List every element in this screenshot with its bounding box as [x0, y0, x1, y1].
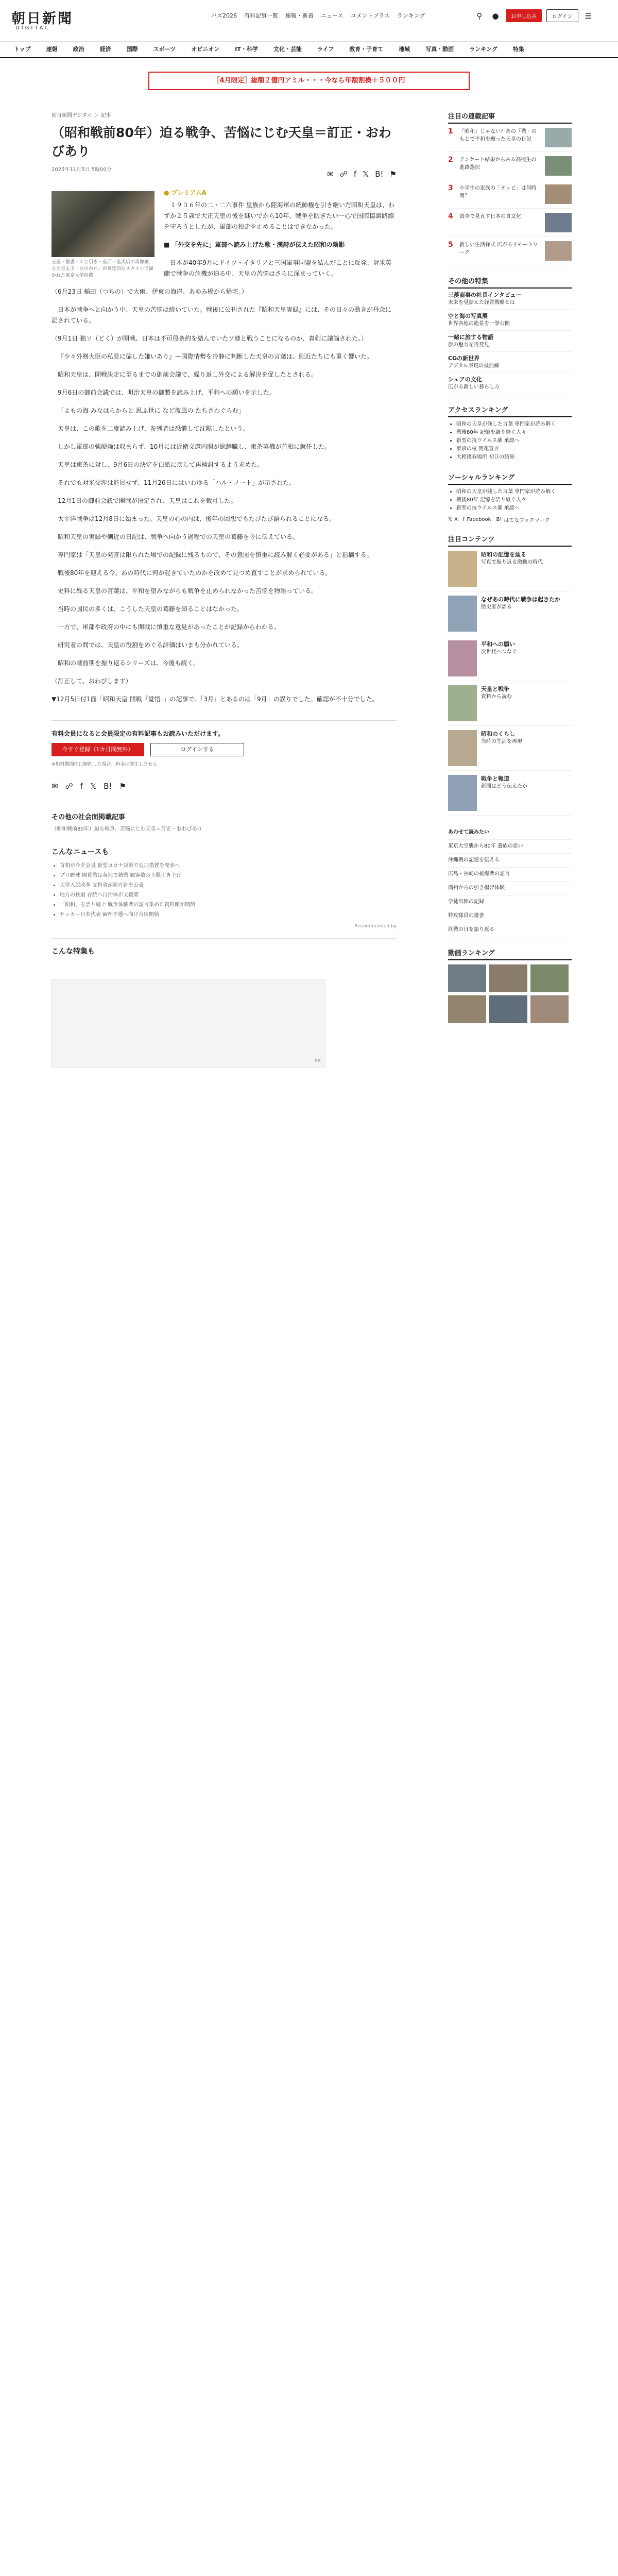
more-reads-item[interactable]: 特攻隊員の遺書	[448, 909, 572, 923]
social-ranking-box	[448, 472, 572, 523]
paywall-subscribe-button[interactable]: 今すぐ登録（1カ月間無料）	[52, 743, 144, 756]
recommend-label: Recommended by	[354, 924, 397, 929]
ranking-item[interactable]: 1 「昭和」じゃない？あの「戦」のもとで平和を願った天皇の日記	[448, 124, 572, 152]
more-reads-item[interactable]: 満州からの引き揚げ体験	[448, 882, 572, 895]
article-paragraph: 天皇は東条に対し、9月6日の決定を白紙に戻して再検討するよう求めた。	[58, 461, 264, 468]
copy-link-icon[interactable]: ☍	[339, 170, 348, 179]
ad-label: PR	[315, 1059, 321, 1064]
social-tabs	[448, 516, 572, 523]
pick-item[interactable]: • 大学入試改革 文科省が新方針を公表	[60, 880, 397, 890]
category-tab[interactable]: トップ	[14, 46, 31, 53]
top-nav	[211, 11, 425, 20]
article-paragraph: それでも対米交渉は進展せず、11月26日にはいわゆる「ハル・ノート」が示された。	[58, 479, 296, 486]
article-paragraph: 当時の国民の多くは、こうした天皇の葛藤を知ることはなかった。	[58, 605, 244, 613]
category-tab[interactable]: 教育・子育て	[349, 46, 384, 53]
category-tab[interactable]: 政治	[73, 46, 84, 53]
video-ranking-title: 動画ランキング	[448, 947, 572, 960]
article-paragraph: 史料に残る天皇の言葉は、平和を望みながらも戦争を止められなかった苦悩を物語っている。	[58, 587, 318, 595]
featured-item[interactable]: 昭和の記憶を辿る 写真で振り返る激動の時代	[448, 547, 572, 591]
article-paragraph: 昭和の戦前期を振り返るシリーズは、今後も続く。	[58, 659, 200, 667]
article-date: 2025年11月5日 5時00分	[52, 167, 112, 173]
video-thumbnail[interactable]	[489, 964, 527, 992]
special-item[interactable]: シェアの文化 広がる新しい暮らし方	[448, 373, 572, 394]
more-reads-item[interactable]: 広島・長崎の被爆者の証言	[448, 868, 572, 882]
category-tab[interactable]: IT・科学	[235, 46, 258, 53]
hatena-icon: B!	[496, 517, 502, 522]
featured-content-title: 注目コンテンツ	[448, 534, 572, 547]
site-logo-sub: DIGITAL	[15, 25, 50, 31]
ranking-box	[448, 111, 572, 265]
article-paragraph: 9月6日の御前会議では、明治天皇の御製を読み上げ、平和への願いを示した。	[58, 389, 276, 396]
paywall-buttons	[52, 743, 397, 756]
article-paragraph: 専門家は「天皇の発言は限られた場での記録に残るもので、その意図を慎重に読み解く必要がある」と指摘する。	[58, 551, 373, 558]
article-paragraph: 「よもの海 みなはらからと 思ふ世に など波風の たちさわぐらむ」	[58, 407, 245, 414]
other-articles-title: その他の社会面掲載記事	[52, 814, 126, 821]
topnav-item[interactable]: コメントプラス	[350, 12, 390, 19]
article-paragraph: （6月23日 稲田（つちの）で大雨、伊東の海岸、あゆみ橋から帰宅。）	[52, 288, 248, 295]
article-main	[52, 111, 397, 1067]
related-link[interactable]: ■ 「外交を先に」軍部へ読み上げた歌・漢詩が伝えた昭和の陰影	[164, 241, 345, 248]
picks-list	[52, 861, 397, 929]
video-thumbnail[interactable]	[530, 964, 569, 992]
topnav-item[interactable]: 速報・新着	[285, 12, 314, 19]
more-reads-item[interactable]: 沖縄戦の記憶を伝える	[448, 854, 572, 868]
pick-item[interactable]: • 地方の鉄道 存続へ自治体が支援策	[60, 890, 397, 900]
article-paragraph: １９３６年の二・二六事件 皇族から陸海軍の統帥権を引き継いだ昭和天皇は、わずか２５歳で大正天皇の後を継いでから10年、戦争を防ぎたい一心で国際協調路線を守ろうとしたが、軍部の独走を止めることはできなかった。	[164, 201, 394, 230]
article-paragraph: 昭和天皇の実録や側近の日記は、戦争へ向かう過程での天皇の葛藤を今に伝えている。	[58, 533, 299, 540]
site-header	[0, 0, 618, 42]
ranking-item[interactable]: 3 小学生の家族の「テレビ」は何時間？	[448, 180, 572, 209]
special-item[interactable]: 一緒に旅する物語 旅の魅力を再発見	[448, 331, 572, 352]
social-tab[interactable]: B! はてなブックマーク	[496, 517, 550, 523]
video-thumbnail[interactable]	[448, 964, 486, 992]
pick-item[interactable]: • プロ野球 開幕戦は各地で熱戦 観客数の上限引き上げ	[60, 871, 397, 880]
paywall-login-button[interactable]: ログインする	[150, 743, 244, 756]
access-ranking-title: アクセスランキング	[448, 404, 572, 417]
breadcrumb[interactable]: 朝日新聞デジタル ＞ 記事	[52, 113, 111, 118]
article-paragraph: 戦後80年を迎える今、あの時代に何が起きていたのかを改めて見つめ直すことが求められている。	[58, 569, 332, 577]
article-paragraph: 『少々外務大臣の私見に偏した嫌いあり』—国際情勢を冷静に判断した天皇の言葉は、側近たちにも重く響いた。	[58, 353, 373, 360]
category-tab[interactable]: ライフ	[317, 46, 334, 53]
access-item[interactable]: • 新型の抗ウイルス薬 承認へ	[456, 437, 572, 445]
pick-item[interactable]: • サッカー日本代表 W杯予選へ向け合宿開始	[60, 910, 397, 920]
premium-badge: ● プレミアムA	[164, 189, 207, 196]
special-box	[448, 276, 572, 394]
paywall-title: 有料会員になると会員限定の有料記事もお読みいただけます。	[52, 730, 225, 737]
hatena-icon[interactable]: B!	[104, 782, 112, 791]
category-tab[interactable]: 経済	[99, 46, 111, 53]
other-articles-item[interactable]: （昭和戦前80年）迫る戦争、苦悩にじむ天皇＝訂正・おわびあり	[52, 826, 202, 832]
promo-banner[interactable]: ［4月限定］総額２億円アミル・・・今なら年額割換＋５００円	[148, 72, 470, 90]
category-tab[interactable]: 文化・芸能	[273, 46, 302, 53]
topnav-item[interactable]: ランキング	[397, 12, 425, 19]
bookmark-icon[interactable]: ⚑	[389, 170, 397, 179]
social-tab[interactable]: f Facebook	[462, 517, 491, 522]
ranking-title: 注目の連載記事	[448, 111, 572, 124]
special-item[interactable]: 空と海の写真展 世界各地の絶景を一挙公開	[448, 310, 572, 331]
video-ranking-box	[448, 947, 572, 1023]
user-icon[interactable]: ●	[492, 11, 499, 21]
access-item[interactable]: • 東京の桜 開花宣言	[456, 445, 572, 453]
hatena-icon[interactable]: B!	[375, 170, 384, 179]
facebook-icon: f	[462, 517, 465, 522]
advertisement[interactable]	[52, 979, 325, 1067]
login-button[interactable]: ログイン	[546, 9, 578, 22]
video-grid	[448, 964, 572, 1023]
category-tab[interactable]: 特集	[512, 46, 524, 53]
featured-item[interactable]: 天皇と戦争 資料から読む	[448, 681, 572, 726]
more-reads-item[interactable]: 東京大空襲から80年 遺族の思い	[448, 840, 572, 854]
special-title: その他の特集	[448, 276, 572, 289]
featured-item[interactable]: なぜあの時代に戦争は起きたか 歴史家が語る	[448, 591, 572, 636]
category-tab[interactable]: オピニオン	[191, 46, 220, 53]
mail-icon[interactable]: ✉	[52, 782, 58, 791]
article-paragraph: 日本が40年9月にドイツ・イタリアと三国軍事同盟を結んだことに反発、対米英蘭で戦争の危機が迫る中、天皇の苦悩はさらに深まっていく。	[164, 259, 392, 277]
social-tab[interactable]: 𝕏 X	[448, 517, 458, 522]
article-paragraph: 太平洋戦争は12月8日に始まった。天皇の心の内は、後年の回想でもたびたび語られることになる。	[58, 515, 335, 522]
article-body	[52, 188, 397, 705]
article-paragraph: 12月1日の御前会議で開戦が決定され、天皇はこれを裁可した。	[58, 497, 237, 504]
x-icon[interactable]: 𝕏	[363, 170, 369, 179]
category-tab[interactable]: スポーツ	[153, 46, 176, 53]
special-item[interactable]: 三菱商事の社長インタビュー 未来を見据えた経営戦略とは	[448, 289, 572, 310]
social-ranking-title: ソーシャルランキング	[448, 472, 572, 485]
social-item[interactable]: • 戦後80年 記憶を語り継ぐ人々	[456, 496, 572, 504]
category-tab[interactable]: 写真・動画	[425, 46, 454, 53]
header-tools	[474, 9, 594, 22]
article-paragraph: 天皇は、この歌を二度読み上げ、参列者は恐懼して沈黙したという。	[58, 425, 249, 432]
facebook-icon[interactable]: f	[353, 170, 357, 179]
correction-text: ▼12月5日付1面「昭和天皇 開戦『覚悟』」の記事で、「3月」とあるのは「9月」の誤りでした。確認が不十分でした。	[52, 696, 379, 703]
category-tab[interactable]: 地域	[399, 46, 410, 53]
featured-content-box	[448, 534, 572, 816]
ranking-item[interactable]: 2 アンケート結果からみる高校生の進路選択	[448, 152, 572, 180]
category-tab[interactable]: 速報	[46, 46, 58, 53]
video-thumbnail[interactable]	[489, 995, 527, 1023]
access-item[interactable]: • 昭和の天皇が残した言葉 専門家が読み解く	[456, 420, 572, 429]
share-bar-bottom	[52, 782, 397, 791]
category-tab[interactable]: ランキング	[469, 46, 497, 53]
facebook-icon[interactable]: f	[80, 782, 83, 791]
x-icon[interactable]: 𝕏	[90, 782, 97, 791]
pick-item[interactable]: • 「昭和」を語り継ぐ 戦争体験者の証言集めた資料館が開館	[60, 900, 397, 910]
article-photo[interactable]	[52, 191, 154, 257]
article-paragraph: しかし軍部の強硬論は収まらず、10月には近衛文麿内閣が総辞職し、東条英機が首相に就任した。	[58, 443, 331, 450]
access-item[interactable]: • 戦後80年 記憶を語り継ぐ人々	[456, 429, 572, 437]
photo-caption: 玉座・聖書・くじ引き・皇后・皇太后の肖像画、左の皇太子「ひのかわ」が宮廷的なスタイルで描かれた東京大学所蔵	[52, 260, 154, 278]
access-ranking-box	[448, 404, 572, 462]
pick-item[interactable]: • 首相が今夕会見 新型コロナ対策で追加措置を発表へ	[60, 861, 397, 871]
topnav-item[interactable]: ニュース	[321, 12, 344, 19]
more-reads-item[interactable]: 終戦の日を振り返る	[448, 923, 572, 937]
features-title: こんな特集も	[52, 938, 397, 956]
picks-title: こんなニュースも	[52, 848, 109, 856]
subscribe-button[interactable]: お申し込み	[506, 9, 542, 22]
topnav-item[interactable]: 有料記事一覧	[244, 12, 278, 19]
paywall-note: ※無料期間中に解約した場合、料金は発生しません	[52, 762, 158, 767]
x-icon: 𝕏	[448, 517, 453, 522]
article-paragraph: （9月1日 独ソ（どく）が開戦、日本は不可侵条約を結んでいたソ連と戦うことになるのか、真剣に議論された。）	[52, 335, 368, 342]
correction-heading: （訂正して、おわびします）	[52, 677, 132, 685]
site-logo[interactable]: 朝日新聞	[11, 11, 73, 27]
search-icon[interactable]: ⚲	[476, 11, 483, 21]
social-item[interactable]: • 昭和の天皇が残した言葉 専門家が読み解く	[456, 488, 572, 496]
topnav-item[interactable]: バズ2026	[211, 12, 237, 19]
more-reads-item[interactable]: 学徒出陣の記録	[448, 895, 572, 909]
sidebar	[448, 111, 572, 1033]
special-item[interactable]: CGの新世界 デジタル表現の最前線	[448, 352, 572, 373]
ranking-item[interactable]: 4 食卓で見直す日本の食文化	[448, 209, 572, 237]
article-paragraph: 日本が戦争へと向かう中、天皇の苦悩は続いていた。戦後に公刊された『昭和天皇実録』には、その日々の動きが丹念に記されている。	[52, 306, 392, 324]
featured-item[interactable]: 戦争と報道 新聞はどう伝えたか	[448, 771, 572, 816]
menu-icon[interactable]: ☰	[585, 11, 592, 21]
ranking-item[interactable]: 5 新しい生活様式 広がるリモートワーク	[448, 237, 572, 265]
article-paragraph: 昭和天皇は、開戦決定に至るまでの御前会議で、繰り返し外交による解決を促したとされる。	[58, 371, 317, 378]
bookmark-icon[interactable]: ⚑	[119, 782, 126, 791]
social-item[interactable]: • 新型の抗ウイルス薬 承認へ	[456, 504, 572, 513]
video-thumbnail[interactable]	[448, 995, 486, 1023]
category-tab[interactable]: 国際	[126, 46, 138, 53]
mail-icon[interactable]: ✉	[327, 170, 334, 179]
featured-item[interactable]: 平和への願い 次世代へつなぐ	[448, 636, 572, 681]
paywall-box	[52, 720, 397, 767]
more-reads-title: あわせて読みたい	[448, 826, 572, 840]
featured-item[interactable]: 昭和のくらし 当時の生活を再現	[448, 726, 572, 771]
article-paragraph: 研究者の間では、天皇の役割をめぐる評価はいまも分かれている。	[58, 641, 244, 649]
more-reads-box	[448, 826, 572, 937]
article-title: （昭和戦前80年）迫る戦争、苦悩にじむ天皇＝訂正・おわびあり	[52, 125, 391, 159]
category-nav	[0, 42, 618, 58]
access-item[interactable]: • 大相撲春場所 初日の結果	[456, 453, 572, 462]
article-paragraph: 一方で、軍部や政府の中にも開戦に慎重な意見があったことが記録からわかる。	[58, 623, 280, 631]
copy-link-icon[interactable]: ☍	[65, 782, 73, 791]
video-thumbnail[interactable]	[530, 995, 569, 1023]
